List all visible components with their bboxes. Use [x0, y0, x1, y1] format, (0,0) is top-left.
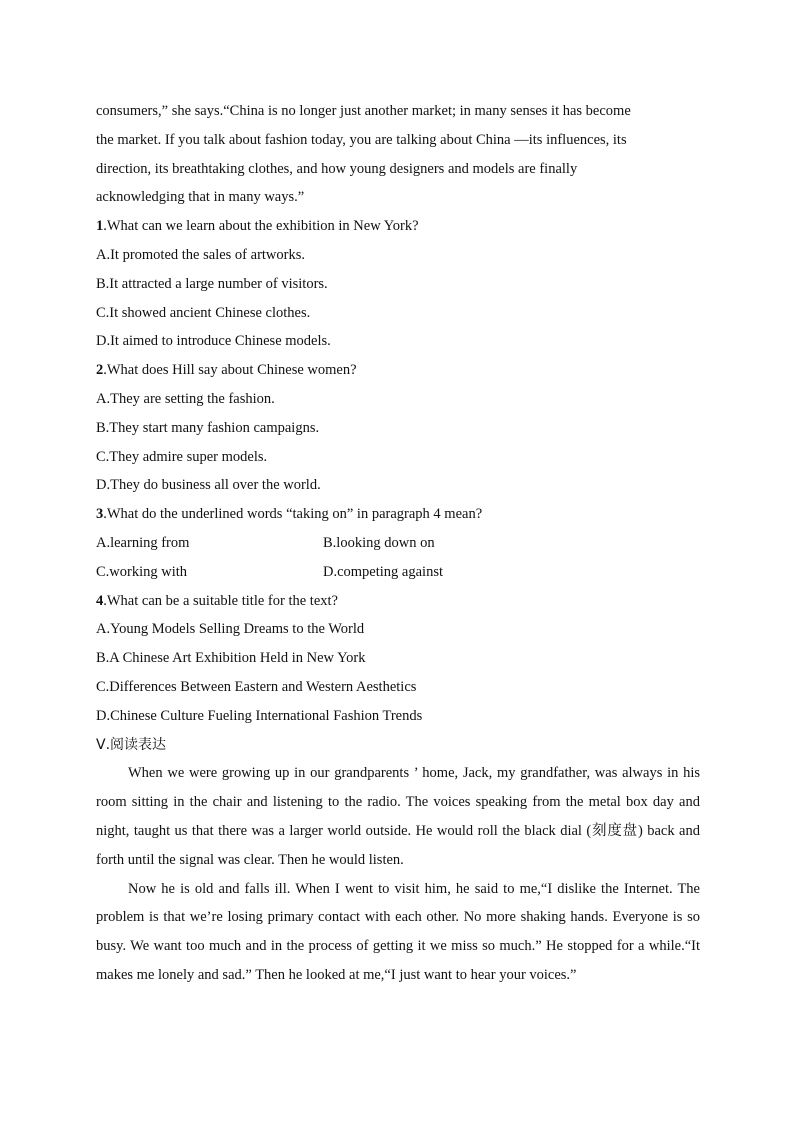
option: A.They are setting the fashion. — [96, 390, 275, 407]
question-text: .What can be a suitable title for the text? — [103, 592, 338, 609]
passage-line: direction, its breathtaking clothes, and how young designers and models are finally — [96, 160, 578, 177]
question-number: 3 — [96, 506, 104, 523]
option: D.Chinese Culture Fueling International Fashion Trends — [96, 707, 423, 724]
option: D.It aimed to introduce Chinese models. — [96, 333, 331, 350]
question-text: .What can we learn about the exhibition in New York? — [103, 218, 419, 235]
option-row — [96, 558, 700, 587]
reading-paragraph-2: Now he is old and falls ill. When I went to visit him, he said to me,“I dislike the Internet. The problem is that we’re losing primary contact with each other. No more shaking hands. Everyone is so busy. We want too much and in the process of getting it we miss so much.” He stopped for a while.“It makes me lonely and sad.” Then he looked at me,“I just want to hear your voices.” — [96, 880, 700, 983]
question-4 — [96, 587, 700, 616]
option: A.It promoted the sales of artworks. — [96, 246, 305, 263]
option: A.learning from — [96, 534, 190, 551]
option: A.Young Models Selling Dreams to the World — [96, 621, 365, 638]
question-text: .What do the underlined words “taking on” in paragraph 4 mean? — [103, 506, 483, 523]
question-number: 4 — [96, 592, 104, 609]
option: C.They admire super models. — [96, 448, 268, 465]
section-heading: Ⅴ.阅读表达 — [96, 736, 167, 753]
option: D.competing against — [323, 563, 444, 580]
reading-paragraph-1: When we were growing up in our grandparents ’ home, Jack, my grandfather, was always in his room sitting in the chair and listening to the radio. The voices speaking from the metal box day and night, taught us that there was a larger world outside. He would roll the black dial (刻度盘) back and forth until the signal was clear. Then he would listen. — [96, 765, 700, 868]
passage-line: the market. If you talk about fashion today, you are talking about China —its influences, its — [96, 131, 627, 148]
option: C.Differences Between Eastern and Western Aesthetics — [96, 678, 417, 695]
option: B.looking down on — [323, 534, 435, 551]
document-content — [96, 97, 700, 990]
option: B.A Chinese Art Exhibition Held in New York — [96, 650, 366, 667]
option: C.working with — [96, 563, 188, 580]
option-row — [96, 529, 700, 558]
option: B.They start many fashion campaigns. — [96, 419, 320, 436]
question-1 — [96, 212, 700, 241]
option: D.They do business all over the world. — [96, 477, 321, 494]
question-3 — [96, 500, 700, 529]
passage-line: consumers,” she says.“China is no longer just another market; in many senses it has become — [96, 103, 631, 119]
question-2 — [96, 356, 700, 385]
option: B.It attracted a large number of visitors. — [96, 275, 328, 292]
passage-line: acknowledging that in many ways.” — [96, 189, 305, 206]
question-number: 2 — [96, 362, 104, 379]
question-text: .What does Hill say about Chinese women? — [103, 362, 357, 379]
question-number: 1 — [96, 218, 104, 235]
option: C.It showed ancient Chinese clothes. — [96, 304, 311, 321]
